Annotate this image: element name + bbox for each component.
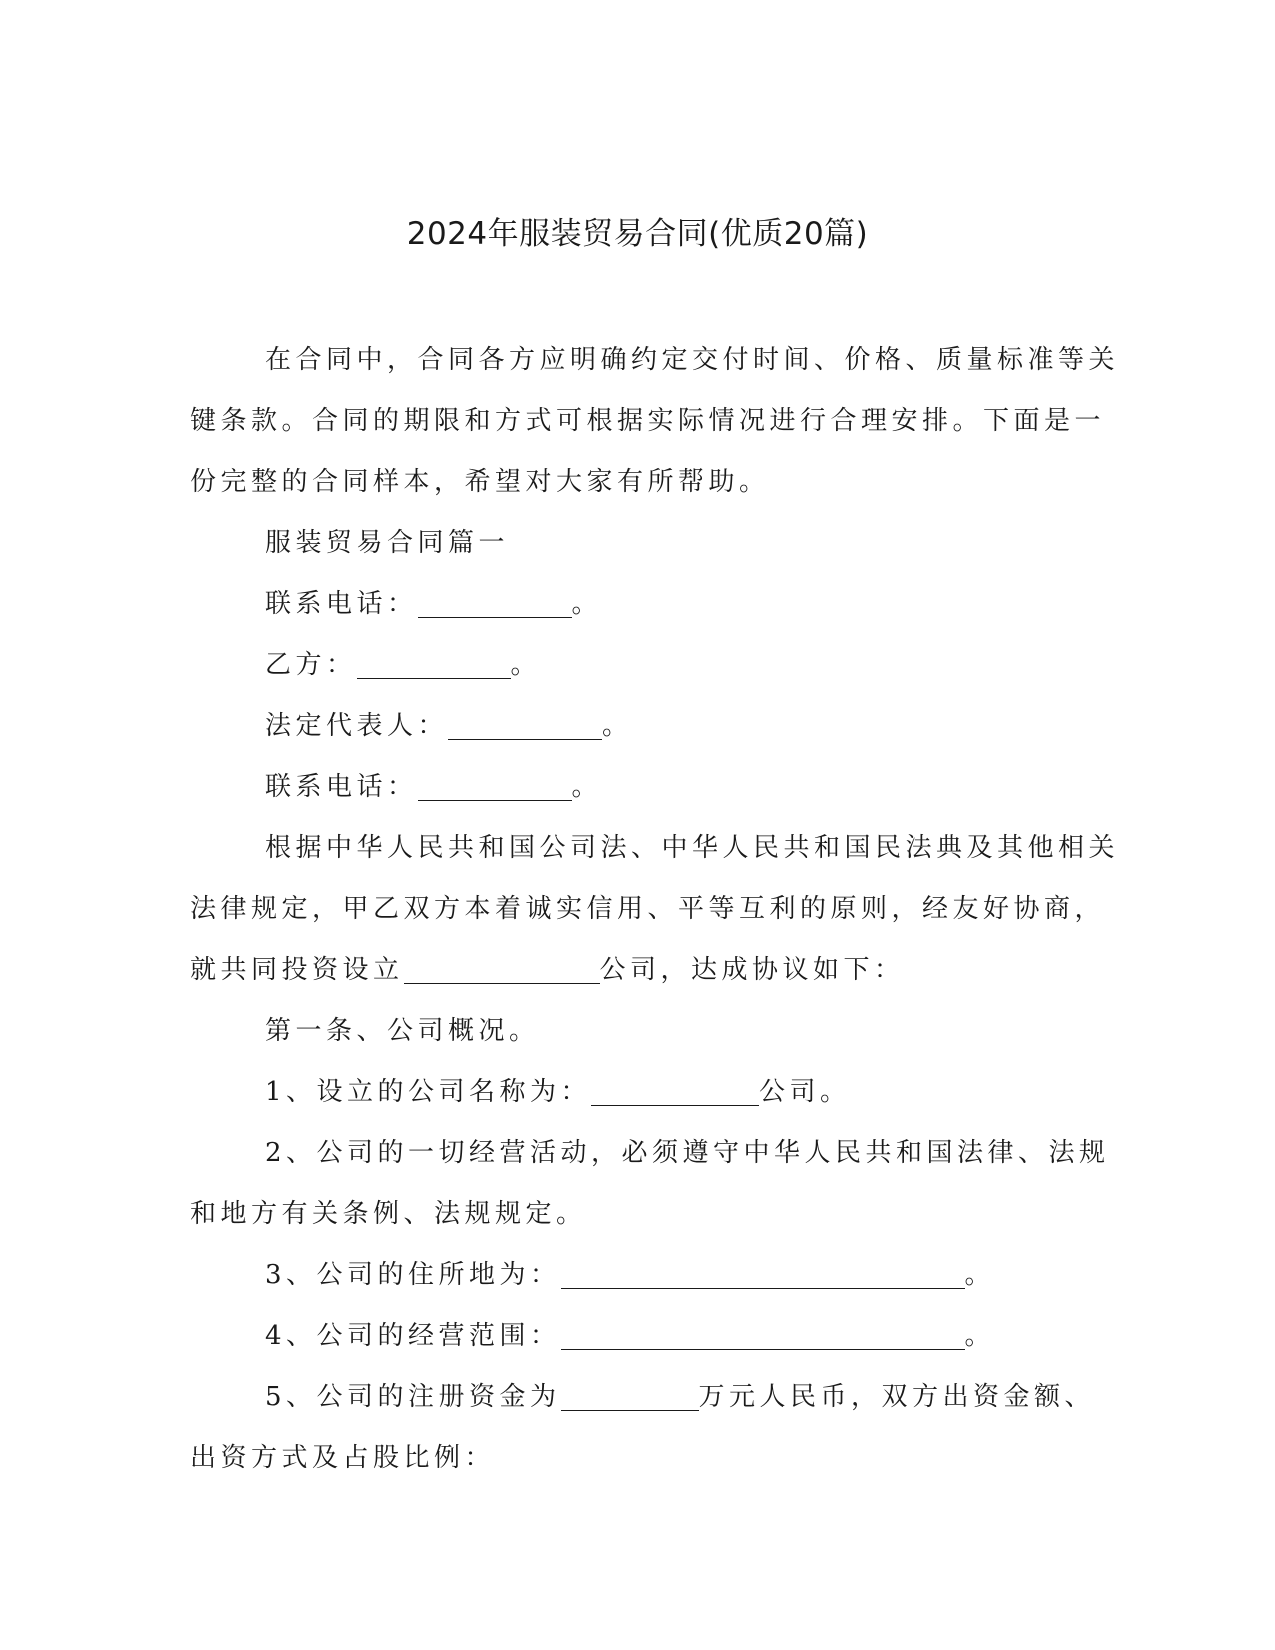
- period: 。: [602, 711, 633, 741]
- intro-line-1: 在合同中，合同各方应明确约定交付时间、价格、质量标准等关: [265, 345, 1120, 375]
- item-1-after: 公司。: [759, 1077, 851, 1107]
- basis-line-2: 法律规定，甲乙双方本着诚实信用、平等互利的原则，经友好协商，: [190, 894, 1106, 924]
- item-4-label: 4、公司的经营范围：: [265, 1321, 561, 1351]
- item-5-line-1: [190, 1367, 1096, 1428]
- party-b-label: 乙方：: [265, 650, 357, 680]
- legal-rep-line: [190, 696, 1090, 757]
- basis-line-3-after: 公司，达成协议如下：: [599, 955, 905, 985]
- party-b-blank[interactable]: [357, 652, 511, 679]
- item-3-blank[interactable]: [561, 1262, 965, 1289]
- item-3-label: 3、公司的住所地为：: [265, 1260, 561, 1290]
- item-1-before: 1、设立的公司名称为：: [265, 1077, 592, 1107]
- registered-capital-blank[interactable]: [561, 1384, 699, 1411]
- contact-phone-blank-1[interactable]: [418, 591, 572, 618]
- item-5-line-1-before: 5、公司的注册资金为: [265, 1382, 561, 1412]
- contact-phone-label-1: 联系电话：: [265, 589, 418, 619]
- basis-line-3-before: 就共同投资设立: [190, 955, 404, 985]
- item-2: [190, 1123, 1110, 1245]
- section-heading: 服装贸易合同篇一: [265, 528, 510, 558]
- legal-rep-label: 法定代表人：: [265, 711, 449, 741]
- item-1: [190, 1062, 1090, 1123]
- basis-line-1: 根据中华人民共和国公司法、中华人民共和国民法典及其他相关: [265, 833, 1120, 863]
- intro-line-2: 键条款。合同的期限和方式可根据实际情况进行合理安排。下面是一: [190, 406, 1106, 436]
- basis-line-3: [190, 940, 1090, 1001]
- party-b-line: [190, 635, 1090, 696]
- item-1-blank[interactable]: [591, 1079, 759, 1106]
- item-4-blank[interactable]: [561, 1323, 965, 1350]
- intro-paragraph: [190, 330, 1120, 513]
- item-3: [190, 1245, 1090, 1306]
- company-name-blank[interactable]: [404, 957, 600, 984]
- contact-phone-label-2: 联系电话：: [265, 772, 418, 802]
- period: 。: [964, 1321, 996, 1351]
- period: 。: [964, 1260, 996, 1290]
- intro-line-3: 份完整的合同样本，希望对大家有所帮助。: [190, 467, 770, 497]
- item-5: [190, 1367, 1096, 1489]
- contact-phone-line-1: [190, 574, 1090, 635]
- item-5-line-1-after: 万元人民币，双方出资金额、: [698, 1382, 1096, 1412]
- item-4: [190, 1306, 1090, 1367]
- basis-paragraph: [190, 818, 1120, 1001]
- item-2-line-1: 2、公司的一切经营活动，必须遵守中华人民共和国法律、法规: [265, 1138, 1110, 1168]
- period: 。: [571, 589, 603, 619]
- contact-phone-line-2: [190, 757, 1090, 818]
- document-title: 2024年服装贸易合同(优质20篇): [406, 216, 869, 252]
- contact-phone-blank-2[interactable]: [418, 774, 572, 801]
- item-2-line-2: 和地方有关条例、法规规定。: [190, 1199, 587, 1229]
- item-5-line-2: 出资方式及占股比例：: [190, 1443, 496, 1473]
- period: 。: [510, 650, 542, 680]
- document-body: [190, 330, 1120, 1489]
- legal-rep-blank[interactable]: [448, 713, 602, 740]
- article-1-heading: 第一条、公司概况。: [265, 1016, 540, 1046]
- period: 。: [571, 772, 603, 802]
